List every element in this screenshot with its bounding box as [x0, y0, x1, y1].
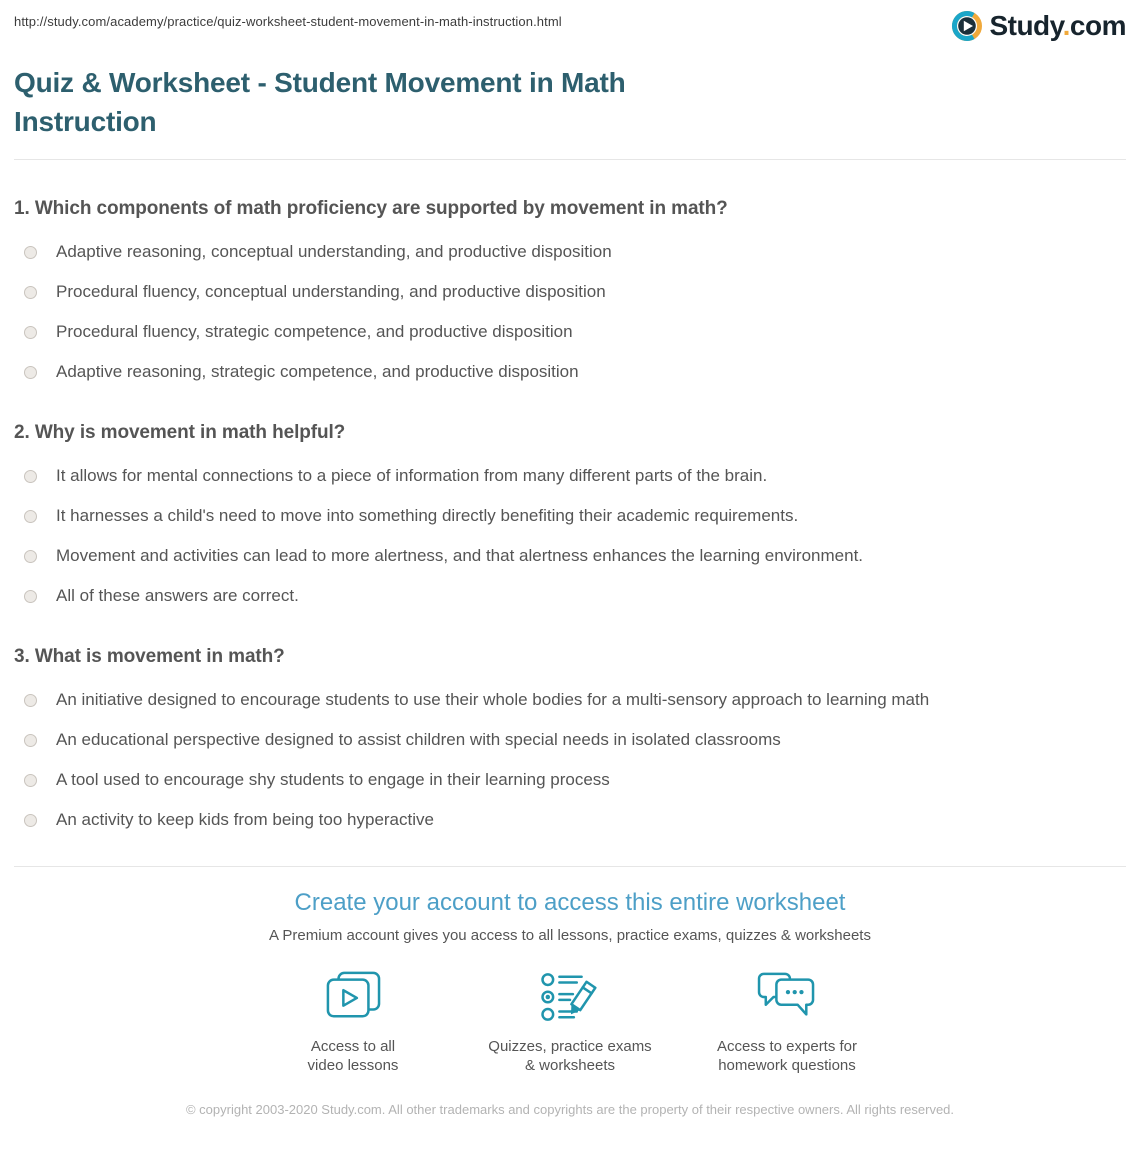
answer-option[interactable]: All of these answers are correct. — [14, 576, 1126, 616]
answer-option[interactable]: A tool used to encourage shy students to engage in their learning process — [14, 760, 1126, 800]
answer-options — [14, 456, 1126, 616]
radio-button-icon[interactable] — [24, 734, 37, 747]
logo-wordmark: Study.com — [989, 10, 1126, 41]
radio-button-icon[interactable] — [24, 550, 37, 563]
page-title: Quiz & Worksheet - Student Movement in Math Instruction — [14, 67, 626, 137]
cta-divider — [14, 866, 1126, 867]
copyright-notice: © copyright 2003-2020 Study.com. All other trademarks and copyrights are the property of their respective owners. All rights reserved. — [185, 1102, 955, 1117]
feature-quizzes-worksheets — [462, 970, 679, 1075]
cta-title: Create your account to access this entire worksheet — [294, 889, 846, 916]
question-block — [14, 422, 1126, 616]
features-row — [14, 970, 1126, 1075]
cta-section — [14, 889, 1126, 1118]
radio-button-icon[interactable] — [24, 694, 37, 707]
radio-button-icon[interactable] — [24, 366, 37, 379]
answer-option[interactable]: Movement and activities can lead to more alertness, and that alertness enhances the learning environment. — [14, 536, 1126, 576]
study-com-logo[interactable] — [950, 9, 1126, 43]
quizzes-worksheets-icon — [537, 970, 603, 1024]
question-heading: 2. Why is movement in math helpful? — [14, 422, 346, 443]
feature-label: Quizzes, practice exams & worksheets — [488, 1038, 652, 1074]
radio-button-icon[interactable] — [24, 286, 37, 299]
radio-button-icon[interactable] — [24, 470, 37, 483]
radio-button-icon[interactable] — [24, 814, 37, 827]
answer-option[interactable]: Adaptive reasoning, strategic competence, and productive disposition — [14, 352, 1126, 392]
chat-experts-icon — [755, 970, 819, 1024]
answer-options — [14, 680, 1126, 840]
title-divider — [14, 159, 1126, 160]
feature-label: Access to all video lessons — [307, 1038, 399, 1074]
answer-option[interactable]: It harnesses a child's need to move into something directly benefiting their academic requirements. — [14, 496, 1126, 536]
feature-label: Access to experts for homework questions — [716, 1038, 858, 1074]
answer-option[interactable]: Procedural fluency, conceptual understanding, and productive disposition — [14, 272, 1126, 312]
answer-option[interactable]: It allows for mental connections to a piece of information from many different parts of the brain. — [14, 456, 1126, 496]
answer-options — [14, 232, 1126, 392]
radio-button-icon[interactable] — [24, 326, 37, 339]
play-circle-logo-icon — [950, 9, 984, 43]
question-heading: 1. Which components of math proficiency are supported by movement in math? — [14, 198, 728, 219]
answer-option[interactable]: Procedural fluency, strategic competence, and productive disposition — [14, 312, 1126, 352]
feature-homework-experts — [679, 970, 896, 1075]
radio-button-icon[interactable] — [24, 510, 37, 523]
radio-button-icon[interactable] — [24, 246, 37, 259]
answer-option[interactable]: Adaptive reasoning, conceptual understanding, and productive disposition — [14, 232, 1126, 272]
video-lessons-icon — [321, 970, 385, 1024]
question-heading: 3. What is movement in math? — [14, 646, 285, 667]
page-url: http://study.com/academy/practice/quiz-worksheet-student-movement-in-math-instruction.html — [14, 14, 562, 29]
answer-option[interactable]: An educational perspective designed to assist children with special needs in isolated classrooms — [14, 720, 1126, 760]
question-block — [14, 646, 1126, 840]
radio-button-icon[interactable] — [24, 590, 37, 603]
radio-button-icon[interactable] — [24, 774, 37, 787]
page-header — [14, 0, 1126, 50]
answer-option[interactable]: An activity to keep kids from being too hyperactive — [14, 800, 1126, 840]
cta-subtitle: A Premium account gives you access to all lessons, practice exams, quizzes & worksheets — [269, 927, 871, 944]
question-block — [14, 198, 1126, 392]
feature-video-lessons — [245, 970, 462, 1075]
answer-option[interactable]: An initiative designed to encourage students to use their whole bodies for a multi-sensory approach to learning math — [14, 680, 1126, 720]
questions-container — [14, 198, 1126, 840]
